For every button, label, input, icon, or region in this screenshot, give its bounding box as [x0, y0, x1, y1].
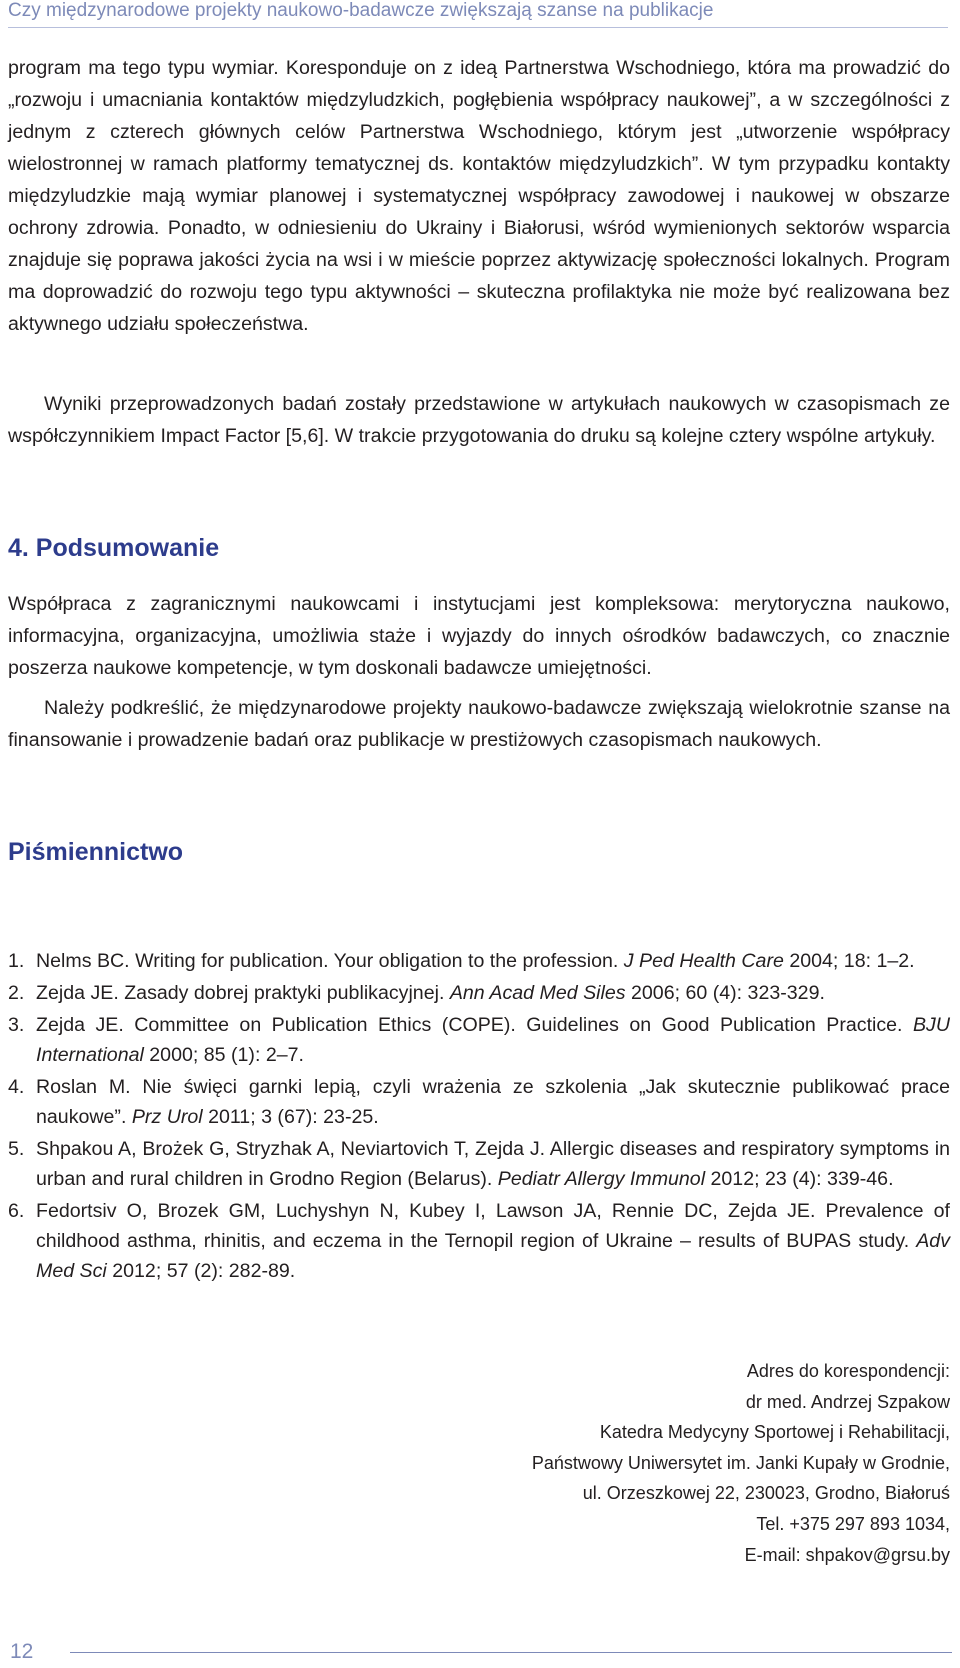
reference-journal: Pediatr Allergy Immunol [497, 1168, 706, 1190]
reference-journal: BJU International [36, 1014, 950, 1066]
address-email: E-mail: shpakov@grsu.by [744, 1544, 950, 1565]
reference-number: 6. [8, 1200, 25, 1222]
reference-number: 5. [8, 1138, 25, 1160]
body-paragraph-2: Wyniki przeprowadzonych badań zostały przedstawione w artykułach naukowych w czasopismach ze współczynnikiem Impact Factor [5,6]. W trakcie przygotowania do druku są kolejne cztery wspólne artykuły. [8, 393, 950, 447]
page-number: 12 [10, 1640, 34, 1663]
reference-number: 2. [8, 982, 25, 1004]
address-department: Katedra Medycyny Sportowej i Rehabilitacji, [599, 1422, 950, 1443]
reference-item [8, 1072, 950, 1132]
reference-item [8, 946, 950, 976]
reference-item [8, 1134, 950, 1194]
address-university: Państwowy Uniwersytet im. Janki Kupały w Grodnie, [531, 1452, 950, 1473]
reference-text: Zejda JE. Committee on Publication Ethics (COPE). Guidelines on Good Publication Practice. BJU International 2000; 85 (1): 2–7. [36, 1014, 950, 1066]
address-street: ul. Orzeszkowej 22, 230023, Grodno, Białoruś [582, 1483, 950, 1504]
address-label: Adres do korespondencji: [746, 1361, 950, 1381]
reference-item [8, 1196, 950, 1286]
reference-number: 3. [8, 1014, 25, 1036]
running-header: Czy międzynarodowe projekty naukowo-badawcze zwiększają szanse na publikacje [8, 0, 948, 28]
reference-number: 1. [8, 950, 25, 972]
reference-journal: J Ped Health Care [623, 950, 784, 972]
address-name: dr med. Andrzej Szpakow [745, 1391, 950, 1412]
reference-number: 4. [8, 1076, 25, 1098]
reference-item [8, 978, 950, 1008]
correspondence-address [430, 1356, 950, 1570]
footer-rule [70, 1652, 952, 1653]
references-heading: Piśmiennictwo [8, 838, 184, 866]
reference-text: Shpakou A, Brożek G, Stryzhak A, Neviartovich T, Zejda J. Allergic diseases and respiratory symptoms in urban and rural children in Grodno Region (Belarus). Pediatr Allergy Immunol 2012; 23 (4): 339-46. [36, 1138, 950, 1190]
summary-paragraph-1: Współpraca z zagranicznymi naukowcami i instytucjami jest kompleksowa: merytoryczna naukowo, informacyjna, organizacyjna, umożliwia staże i wyjazdy do innych ośrodków badawczych, co znacznie poszerza naukowe kompetencje, w tym doskonali badawcze umiejętności. [8, 593, 950, 679]
reference-text: Fedortsiv O, Brozek GM, Luchyshyn N, Kubey I, Lawson JA, Rennie DC, Zejda JE. Prevalence of childhood asthma, rhinitis, and eczema in the Ternopil region of Ukraine – results of BUPAS study. Adv Med Sci 2012; 57 (2): 282-89. [36, 1200, 950, 1282]
reference-item [8, 1010, 950, 1070]
body-paragraph-1: program ma tego typu wymiar. Koresponduje on z ideą Partnerstwa Wschodniego, która ma prowadzić do „rozwoju i umacniania kontaktów międzyludzkich, pogłębienia współpracy naukowej”, a w szczególności z jednym z czterech głównych celów Partnerstwa Wschodniego, którym jest „utworzenie współpracy wielostronnej w ramach platformy tematycznej ds. kontaktów międzyludzkich”. W tym przypadku kontakty międzyludzkie mają wymiar planowej i systematycznej współpracy zawodowej i naukowej w obszarze ochrony zdrowia. Ponadto, w odniesieniu do Ukrainy i Białorusi, wśród wymienionych sektorów wsparcia znajduje się poprawa jakości życia na wsi i w mieście poprzez aktywizację społeczności lokalnych. Program ma doprowadzić do rozwoju tego typu aktywności – skuteczna profilaktyka nie może być realizowana bez aktywnego udziału społeczeństwa. [8, 57, 950, 335]
reference-journal: Prz Urol [131, 1106, 203, 1128]
reference-journal: Adv Med Sci [36, 1230, 950, 1282]
reference-text: Nelms BC. Writing for publication. Your obligation to the profession. J Ped Health Care 2004; 18: 1–2. [36, 950, 915, 972]
reference-journal: Ann Acad Med Siles [449, 982, 626, 1004]
reference-list [8, 946, 950, 1288]
reference-text: Zejda JE. Zasady dobrej praktyki publikacyjnej. Ann Acad Med Siles 2006; 60 (4): 323-329. [36, 982, 825, 1004]
summary-paragraph-2: Należy podkreślić, że międzynarodowe projekty naukowo-badawcze zwiększają wielokrotnie szanse na finansowanie i prowadzenie badań oraz publikacje w prestiżowych czasopismach naukowych. [8, 697, 950, 751]
reference-text: Roslan M. Nie święci garnki lepią, czyli wrażenia ze szkolenia „Jak skutecznie publikować prace naukowe”. Prz Urol 2011; 3 (67): 23-25. [36, 1076, 950, 1128]
section-heading-summary: 4. Podsumowanie [8, 534, 220, 562]
address-phone: Tel. +375 297 893 1034, [756, 1513, 950, 1534]
